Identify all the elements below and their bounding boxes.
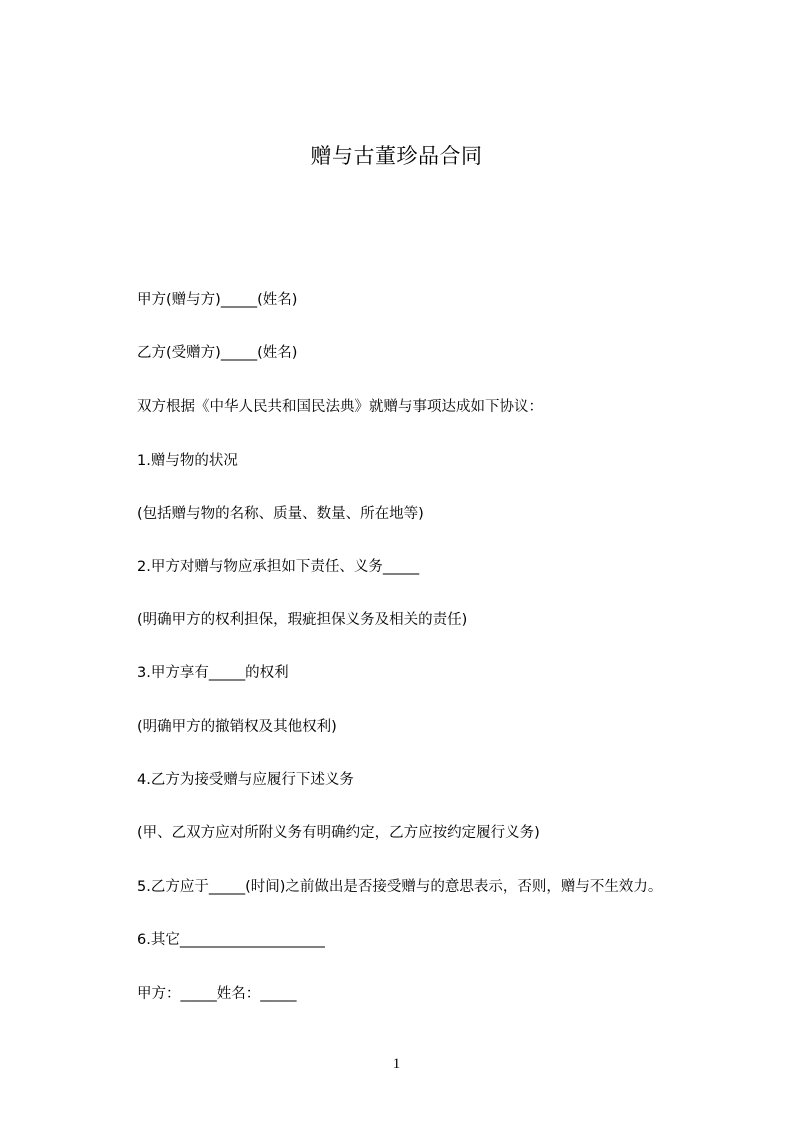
clause-6-text: 6.其它____________________ (137, 932, 325, 948)
clause-3-heading: 3.甲方享有_____的权利 (137, 665, 289, 681)
clause-1-note: (包括赠与物的名称、质量、数量、所在地等) (137, 506, 424, 522)
clause-1-heading: 1.赠与物的状况 (137, 453, 238, 469)
clause-3-note: (明确甲方的撤销权及其他权利) (137, 719, 337, 735)
clause-2-note: (明确甲方的权利担保，瑕疵担保义务及相关的责任) (137, 612, 468, 628)
clause-2-heading: 2.甲方对赠与物应承担如下责任、义务_____ (137, 559, 420, 575)
clause-4-heading: 4.乙方为接受赠与应履行下述义务 (137, 772, 354, 788)
page-number: 1 (392, 1056, 401, 1072)
party-b-line: 乙方(受赠方)_____(姓名) (137, 345, 298, 361)
document-title: 赠与古董珍品合同 (310, 144, 483, 168)
party-a-line: 甲方(赠与方)_____(姓名) (137, 292, 298, 308)
signature-line: 甲方：_____姓名：_____ (137, 986, 297, 1002)
clause-4-note: (甲、乙双方应对所附义务有明确约定，乙方应按约定履行义务) (137, 825, 540, 841)
agreement-intro: 双方根据《中华人民共和国民法典》就赠与事项达成如下协议： (137, 399, 543, 415)
clause-5-text: 5.乙方应于_____(时间)之前做出是否接受赠与的意思表示，否则，赠与不生效力。 (137, 879, 663, 895)
